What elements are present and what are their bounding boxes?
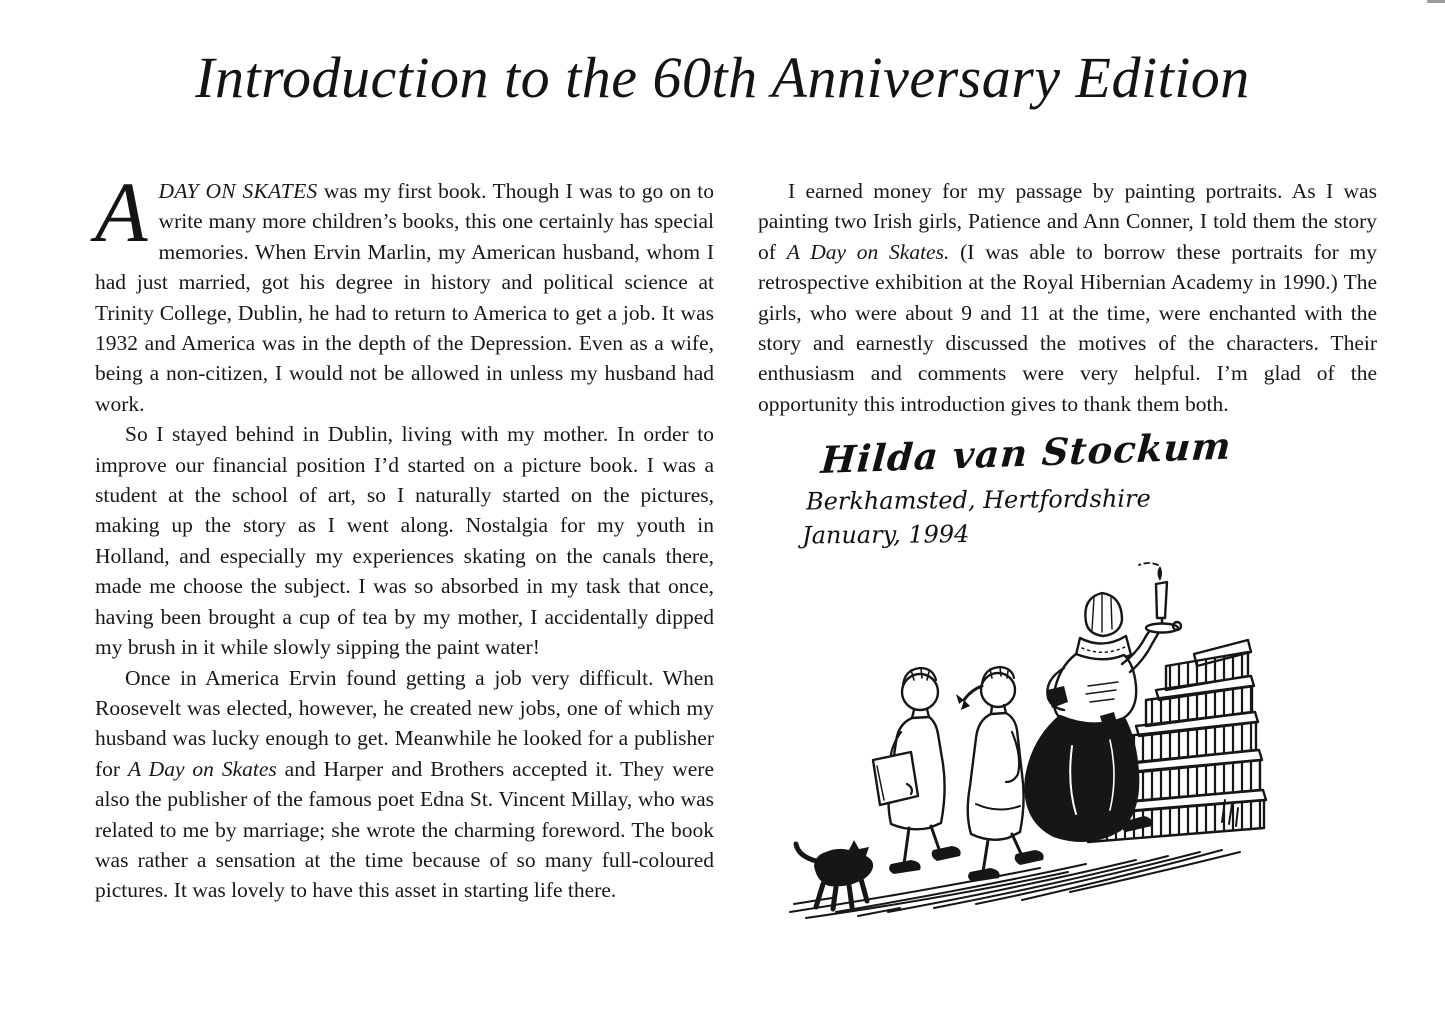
illustration-cat-children-woman-candle-stairs	[770, 560, 1395, 965]
paragraph-4	[758, 176, 1377, 419]
book-title-italic: A Day on Skates.	[786, 239, 950, 264]
paragraph-text: (I was able to borrow these portraits for my retrospective exhibition at the Royal Hibernian Academy in 1990.) The girls, who were about 9 and 11 at the time, were enchanted with the story and earnestly discussed the motives of the characters. Their enthusiasm and comments were very helpful. I’m glad of the opportunity this introduction gives to thank them both.	[758, 239, 1377, 416]
scan-artifact	[1427, 0, 1445, 3]
page-title: Introduction to the 60th Anniversary Edition	[195, 45, 1250, 110]
lead-italic-title: DAY ON SKATES	[158, 179, 318, 203]
paragraph-text: I earned money for my passage by painting portraits. As I was painting two Irish girls, Patience and Ann Conner, I told them the story of	[758, 179, 1377, 264]
paragraph-3	[95, 663, 714, 906]
cat	[796, 840, 873, 909]
left-column	[95, 164, 714, 965]
paragraph-text: Once in America Ervin found getting a job very difficult. When Roosevelt was elected, however, he created new jobs, one of which my husband was lucky enough to get. Meanwhile he looked for a publisher for	[95, 665, 714, 781]
paragraph-2: So I stayed behind in Dublin, living with my mother. In order to improve our financial position I’d started on a picture book. I was a student at the school of art, so I naturally started on the pictures, making up the story as I went along. Nostalgia for my youth in Holland, and especially my experiences skating on the canals there, made me choose the subject. I was so absorbed in my task that once, having been brought a cup of tea by my mother, I accidentally dipped my brush in it while slowly sipping the paint water!	[95, 422, 714, 660]
author-signature: Hilda van Stockum	[819, 423, 1234, 483]
signature-place: Berkhamsted, Hertfordshire	[805, 484, 1151, 516]
book-title-italic: A Day on Skates	[128, 756, 277, 781]
paragraph-text: and Harper and Brothers accepted it. They were also the publisher of the famous poet Edna St. Vincent Millay, who was related to me by marriage; she wrote the charming foreword. The book was rather a sensation at the time because of so many full-coloured pictures. It was lovely to have this asset in starting life there.	[95, 756, 714, 903]
signature-date: January, 1994	[801, 519, 970, 550]
paragraph-text: was my first book. Though I was to go on to write many more children’s books, this one certainly has special memories. When Ervin Marlin, my American husband, whom I had just married, got his degree in history and political science at Trinity College, Dublin, he had to return to America to get a job. It was 1932 and America was in the depth of the Depression. Even as a wife, being a non-citizen, I would not be allowed in unless my husband had work.	[95, 179, 714, 416]
drop-cap: A	[95, 164, 148, 260]
paragraph-1	[95, 164, 714, 419]
right-column	[758, 176, 1377, 965]
text-columns	[95, 164, 1377, 965]
boy	[873, 668, 961, 874]
